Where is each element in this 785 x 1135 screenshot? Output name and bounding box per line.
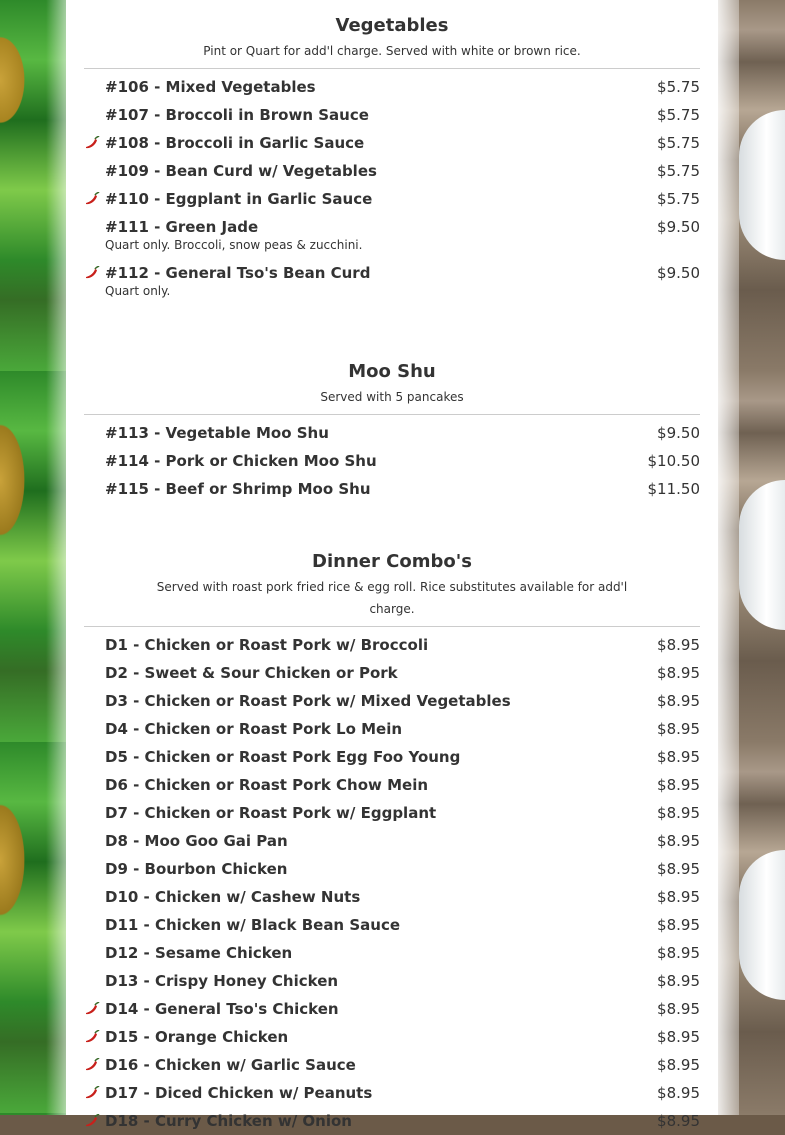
background-right-panel [718, 0, 785, 1115]
menu-item-price: $8.95 [657, 1028, 700, 1046]
menu-item[interactable] [84, 129, 700, 157]
menu-item[interactable] [84, 827, 700, 855]
menu-item-name: #106 - Mixed Vegetables [105, 78, 316, 96]
menu-item[interactable] [84, 967, 700, 995]
menu-item-price: $8.95 [657, 888, 700, 906]
menu-item[interactable] [84, 883, 700, 911]
menu-item[interactable] [84, 799, 700, 827]
menu-item-price: $8.95 [657, 1056, 700, 1074]
menu-item[interactable] [84, 73, 700, 101]
menu-item-price: $8.95 [657, 860, 700, 878]
section-title: Dinner Combo's [312, 551, 472, 572]
menu-item[interactable] [84, 1051, 700, 1079]
menu-item-price: $8.95 [657, 636, 700, 654]
menu-item[interactable] [84, 419, 700, 447]
menu-item[interactable] [84, 939, 700, 967]
menu-item-name: #111 - Green Jade [105, 218, 259, 236]
menu-item-price: $10.50 [647, 452, 700, 470]
menu-item[interactable] [84, 1079, 700, 1107]
section-description: Served with 5 pancakes [320, 390, 464, 404]
menu-item-name: D12 - Sesame Chicken [105, 944, 293, 962]
menu-item-list [84, 73, 700, 305]
menu-item[interactable] [84, 687, 700, 715]
menu-item-name: D15 - Orange Chicken [105, 1028, 289, 1046]
menu-item-name: D4 - Chicken or Roast Pork Lo Mein [105, 720, 403, 738]
menu-item-price: $8.95 [657, 972, 700, 990]
menu-item-name: D13 - Crispy Honey Chicken [105, 972, 339, 990]
menu-item[interactable] [84, 659, 700, 687]
chili-pepper-icon [84, 1029, 100, 1043]
menu-item[interactable] [84, 1023, 700, 1051]
menu-item-price: $8.95 [657, 1112, 700, 1130]
menu-item-name: D7 - Chicken or Roast Pork w/ Eggplant [105, 804, 437, 822]
menu-item[interactable] [84, 213, 700, 259]
menu-item[interactable] [84, 185, 700, 213]
menu-item-name: D2 - Sweet & Sour Chicken or Pork [105, 664, 398, 682]
chili-pepper-icon [84, 1085, 100, 1099]
menu-panel [66, 0, 718, 1130]
menu-item[interactable] [84, 1107, 700, 1135]
section-description: Served with roast pork fried rice & egg roll. Rice substitutes available for add'l charge. [156, 580, 628, 616]
menu-item-list [84, 419, 700, 503]
menu-item-price: $5.75 [657, 134, 700, 152]
menu-item-list [84, 631, 700, 1135]
menu-item[interactable] [84, 715, 700, 743]
menu-item[interactable] [84, 475, 700, 503]
menu-item-name: D17 - Diced Chicken w/ Peanuts [105, 1084, 373, 1102]
menu-item-name: #108 - Broccoli in Garlic Sauce [105, 134, 365, 152]
section-title: Moo Shu [348, 361, 436, 382]
chili-pepper-icon [84, 1057, 100, 1071]
menu-item[interactable] [84, 157, 700, 185]
section-divider [84, 68, 700, 69]
menu-item-price: $8.95 [657, 916, 700, 934]
menu-item-name: #109 - Bean Curd w/ Vegetables [105, 162, 377, 180]
menu-item[interactable] [84, 855, 700, 883]
menu-item-price: $8.95 [657, 804, 700, 822]
menu-item-price: $5.75 [657, 190, 700, 208]
menu-item-name: #112 - General Tso's Bean Curd [105, 264, 371, 282]
menu-item-price: $9.50 [657, 264, 700, 282]
menu-item[interactable] [84, 447, 700, 475]
menu-item-name: D11 - Chicken w/ Black Bean Sauce [105, 916, 401, 934]
menu-section-vegetables [84, 14, 700, 305]
menu-item-price: $8.95 [657, 664, 700, 682]
chili-pepper-icon [84, 191, 100, 205]
menu-item-name: D14 - General Tso's Chicken [105, 1000, 339, 1018]
menu-item-name: D9 - Bourbon Chicken [105, 860, 288, 878]
menu-item[interactable] [84, 995, 700, 1023]
menu-item-note: Quart only. [105, 284, 171, 298]
menu-item-name: D16 - Chicken w/ Garlic Sauce [105, 1056, 356, 1074]
menu-item-price: $8.95 [657, 720, 700, 738]
menu-item-name: #114 - Pork or Chicken Moo Shu [105, 452, 377, 470]
section-description: Pint or Quart for add'l charge. Served with white or brown rice. [203, 44, 581, 58]
menu-item-price: $8.95 [657, 832, 700, 850]
chili-pepper-icon [84, 1113, 100, 1127]
background-left-panel [0, 0, 66, 1115]
menu-item[interactable] [84, 743, 700, 771]
menu-item-name: #115 - Beef or Shrimp Moo Shu [105, 480, 371, 498]
menu-item-name: D3 - Chicken or Roast Pork w/ Mixed Vegetables [105, 692, 511, 710]
menu-item-price: $8.95 [657, 944, 700, 962]
menu-item[interactable] [84, 771, 700, 799]
menu-item-name: D1 - Chicken or Roast Pork w/ Broccoli [105, 636, 429, 654]
menu-item-price: $8.95 [657, 776, 700, 794]
menu-item[interactable] [84, 911, 700, 939]
menu-item-name: #107 - Broccoli in Brown Sauce [105, 106, 369, 124]
menu-item-price: $8.95 [657, 1000, 700, 1018]
menu-item-price: $5.75 [657, 106, 700, 124]
menu-item[interactable] [84, 101, 700, 129]
menu-item[interactable] [84, 259, 700, 305]
menu-item-name: D5 - Chicken or Roast Pork Egg Foo Young [105, 748, 461, 766]
section-divider [84, 414, 700, 415]
section-title: Vegetables [335, 15, 449, 36]
menu-section-moo-shu [84, 360, 700, 503]
menu-item-price: $9.50 [657, 424, 700, 442]
menu-item-price: $5.75 [657, 162, 700, 180]
menu-item-name: D10 - Chicken w/ Cashew Nuts [105, 888, 361, 906]
menu-item-price: $5.75 [657, 78, 700, 96]
menu-item-name: #113 - Vegetable Moo Shu [105, 424, 329, 442]
chili-pepper-icon [84, 135, 100, 149]
section-divider [84, 626, 700, 627]
menu-item-price: $9.50 [657, 218, 700, 236]
menu-item-price: $8.95 [657, 692, 700, 710]
menu-item-note: Quart only. Broccoli, snow peas & zucchini. [105, 238, 363, 252]
menu-item-name: D8 - Moo Goo Gai Pan [105, 832, 288, 850]
menu-item-price: $11.50 [647, 480, 700, 498]
menu-item-price: $8.95 [657, 1084, 700, 1102]
chili-pepper-icon [84, 265, 100, 279]
menu-item-name: #110 - Eggplant in Garlic Sauce [105, 190, 373, 208]
menu-item-name: D6 - Chicken or Roast Pork Chow Mein [105, 776, 429, 794]
menu-item-price: $8.95 [657, 748, 700, 766]
chili-pepper-icon [84, 1001, 100, 1015]
menu-item-name: D18 - Curry Chicken w/ Onion [105, 1112, 352, 1130]
menu-section-dinner-combos [84, 550, 700, 1135]
menu-item[interactable] [84, 631, 700, 659]
